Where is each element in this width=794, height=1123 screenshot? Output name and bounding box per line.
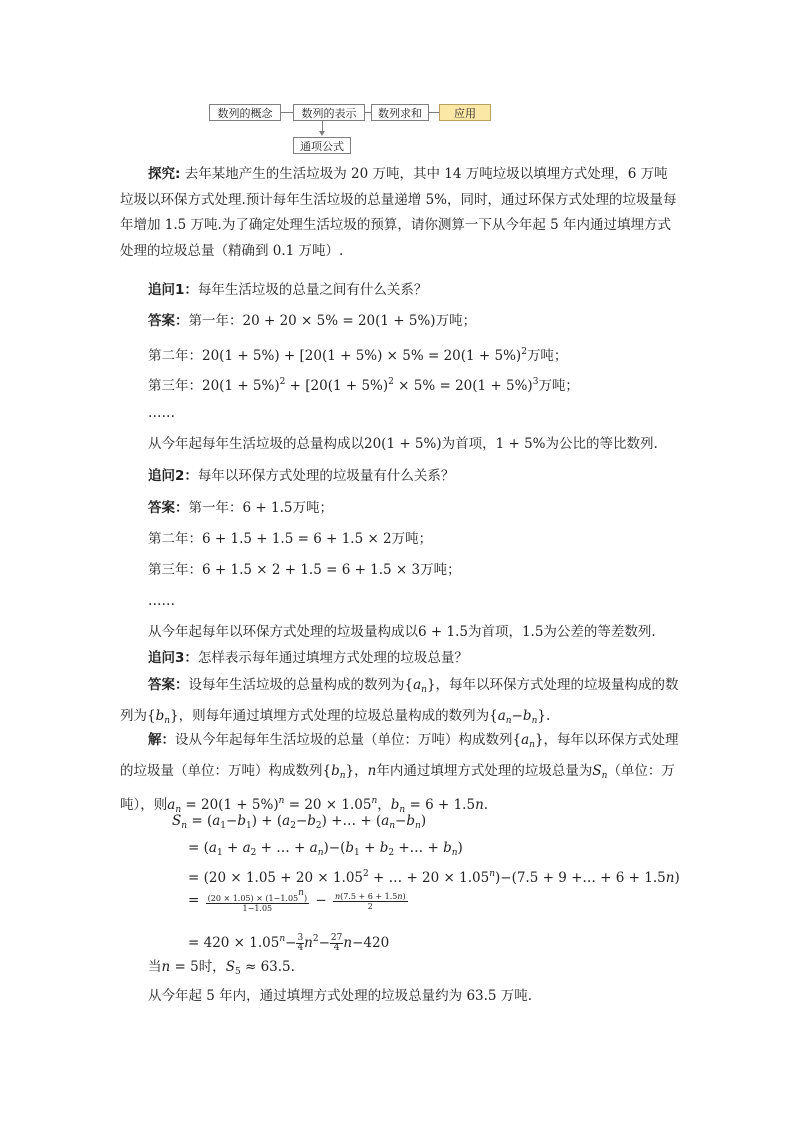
flow-box-summation: 数列求和 [371,104,429,121]
q3-label: 追问3： [148,650,198,666]
sum-line5: = $420 \times 1.05^n-$ $\frac{3}{4}$ $n^2-$ $\frac{27}{4}$ n−420 [188,933,390,953]
q1-answer-line1 [148,311,476,331]
solution-text: ， [354,762,368,779]
q2-line1: 第一年：6 + 1.5万吨； [188,500,333,516]
q3-text: 怎样表示每年通过填埋方式处理的垃圾总量？ [197,650,468,666]
q2-answer-label: 答案： [148,500,189,516]
explore-paragraph [120,162,680,264]
q3-question [148,648,468,668]
q1-line2-prefix: 第二年： [148,348,202,364]
q1-text: 每年生活垃圾的总量之间有什么关系？ [197,282,428,298]
q1-line1-prefix: 第一年： [188,313,243,329]
q1-line3-prefix: 第三年： [148,378,202,394]
q2-ellipsis: …… [148,593,175,609]
flow-diagram [209,101,499,157]
q1-answer-label: 答案： [148,313,189,329]
solution-label: 解： [148,732,175,748]
arrow-down-icon [319,131,325,136]
flow-box-concept: 数列的概念 [209,104,281,121]
flow-box-representation: 数列的表示 [293,104,365,121]
solution-text: （单位：万吨），则 [120,762,675,813]
q1-answer-line3: 第三年：$20(1 + 5\%)^2 + [20(1 + 5\%)^2 \times 5\% = 20(1 + 5\%)^3$万吨； [148,377,579,394]
solution-text: ，每年以环保方式处理的垃圾量（单位：万吨）构成数列 [120,732,679,779]
q1-question [148,280,427,300]
when-line: 当n = 5时，$S_5 \approx 63.5$. [148,959,295,977]
q2-answer-line1 [148,498,333,518]
q3-answer-text: . [545,707,551,724]
q1-answer-line2: 第二年：$20(1 + 5\%) + [20(1 + 5\%) \times 5\% = 20(1 + 5\%)^2$万吨； [148,347,568,364]
when-text: 当 [148,959,162,975]
q2-conclusion: 从今年起每年以环保方式处理的垃圾量构成以6 + 1.5为首项，1.5为公差的等差数列. [148,624,656,640]
q2-answer-line2: 第二年：6 + 1.5 + 1.5 = 6 + 1.5 × 2万吨； [148,531,433,547]
explore-label: 探究: [148,166,181,182]
sum-line1: $S_n = (a_1-b_1) + (a_2-b_2)$ +… + $(a_n-b_n)$ [172,813,427,831]
solution-text: 设从今年起每年生活垃圾的总量（单位：万吨）构成数列 [175,732,513,748]
q3-answer-label: 答案： [148,677,189,693]
q1-line1-math: 20 + 20 × 5% = 20(1 + 5%)万吨； [242,313,477,329]
flow-connector [281,112,293,113]
solution-paragraph: 解：设从今年起每年生活垃圾的总量（单位：万吨）构成数列$\{a_n\}$，每年以环保方式处理的垃圾量（单位：万吨）构成数列$\{b_n\}$，n年内通过填埋方式处理的垃圾总量为$S_n$（单位：万吨），则$a_n = 20(1 + 5\%)^n = 20 \times 1.05^n$，$b_n = 6 + 1.5n$. [120,732,679,815]
q2-text: 每年以环保方式处理的垃圾量有什么关系？ [197,468,455,484]
q1-conclusion: 从今年起每年生活垃圾的总量构成以20(1 + 5%)为首项，1 + 5%为公比的等比数列. [148,436,658,452]
sum-line2: = ($a_1 + a_2$ + … + $a_n)-(b_1 + b_2$ +… + $b_n$) [188,840,463,858]
q3-answer-text: 设每年生活垃圾的总量构成的数列为 [188,677,405,693]
final-answer: 从今年起 5 年内，通过填埋方式处理的垃圾总量约为 63.5 万吨. [148,988,533,1004]
q1-label: 追问1： [148,282,198,298]
q3-answer: 答案：设每年生活垃圾的总量构成的数列为$\{a_n\}$，每年以环保方式处理的垃圾量构成的数列为$\{b_n\}$，则每年通过填埋方式处理的垃圾总量构成的数列为$\{a_n-b_n\}$. [120,677,679,726]
explore-text: 去年某地产生的生活垃圾为 20 万吨，其中 14 万吨垃圾以填埋方式处理，6 万吨垃圾以环保方式处理.预计每年生活垃圾的总量递增 5%，同时，通过环保方式处理的垃圾量每年增加 1.5 万吨.为了确定处理生活垃圾的预算，请你测算一下从今年起 5 年内通过填埋方式处理的垃圾总量（精确到 0.1 万吨）. [120,166,677,259]
sum-line3: = ($20 \times 1.05 + 20 \times 1.05^2$ + … + $20 \times 1.05^n)-(7.5 + 9$ +… + 6 + 1.5n) [188,869,680,886]
q1-ellipsis: …… [148,405,175,421]
sum-line4: = $\frac{(20 \times 1.05) \times (1-1.05^n)}{1-1.05}$ − $\frac{n(7.5 + 6 + 1.5n)}{2}$ [188,888,406,913]
q3-answer-text: ，每年以环保方式处理的垃圾量构成的数列为 [120,677,679,724]
q2-label: 追问2： [148,468,198,484]
flow-box-general-term: 通项公式 [293,137,351,154]
q3-answer-text: ，则每年通过填埋方式处理的垃圾总量构成的数列为 [178,707,490,724]
flow-box-application: 应用 [439,104,491,121]
q2-question [148,466,454,486]
flow-connector [429,112,439,113]
when-text: 时， [198,959,226,975]
solution-text: 年内通过填埋方式处理的垃圾总量为 [376,762,593,779]
q2-answer-line3: 第三年：6 + 1.5 × 2 + 1.5 = 6 + 1.5 × 3万吨； [148,562,461,578]
